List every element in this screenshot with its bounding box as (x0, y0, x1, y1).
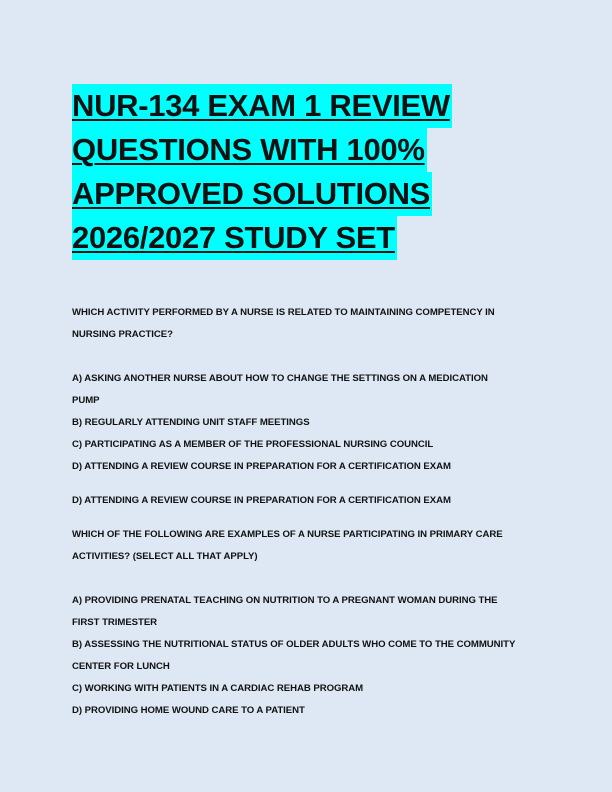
question-text-line: NURSING PRACTICE? (72, 329, 173, 340)
question-text-line: WHICH ACTIVITY PERFORMED BY A NURSE IS RELATED TO MAINTAINING COMPETENCY IN (72, 307, 495, 318)
option-line: PUMP (72, 395, 100, 406)
document-title (72, 84, 542, 260)
option-line: C) WORKING WITH PATIENTS IN A CARDIAC REHAB PROGRAM (72, 683, 364, 694)
answer-line: D) ATTENDING A REVIEW COURSE IN PREPARATION FOR A CERTIFICATION EXAM (72, 495, 451, 506)
option-line: D) PROVIDING HOME WOUND CARE TO A PATIENT (72, 705, 305, 716)
option-line: FIRST TRIMESTER (72, 617, 158, 628)
title-line: QUESTIONS WITH 100% (72, 128, 427, 172)
question-1-options (72, 368, 542, 478)
option-line: B) REGULARLY ATTENDING UNIT STAFF MEETINGS (72, 417, 310, 428)
option-line: C) PARTICIPATING AS A MEMBER OF THE PROFESSIONAL NURSING COUNCIL (72, 439, 434, 450)
question-text-line: ACTIVITIES? (SELECT ALL THAT APPLY) (72, 551, 258, 562)
option-line: B) ASSESSING THE NUTRITIONAL STATUS OF OLDER ADULTS WHO COME TO THE COMMUNITY (72, 639, 516, 650)
title-line: NUR-134 EXAM 1 REVIEW (72, 84, 452, 128)
question-2-options (72, 590, 542, 722)
question-1 (72, 302, 542, 346)
title-line: APPROVED SOLUTIONS (72, 172, 432, 216)
title-line: 2026/2027 STUDY SET (72, 216, 397, 260)
question-text-line: WHICH OF THE FOLLOWING ARE EXAMPLES OF A NURSE PARTICIPATING IN PRIMARY CARE (72, 529, 503, 540)
question-1-answer (72, 490, 542, 512)
question-2 (72, 524, 542, 568)
option-line: A) PROVIDING PRENATAL TEACHING ON NUTRITION TO A PREGNANT WOMAN DURING THE (72, 595, 498, 606)
option-line: A) ASKING ANOTHER NURSE ABOUT HOW TO CHANGE THE SETTINGS ON A MEDICATION (72, 373, 488, 384)
option-line: CENTER FOR LUNCH (72, 661, 170, 672)
option-line: D) ATTENDING A REVIEW COURSE IN PREPARATION FOR A CERTIFICATION EXAM (72, 461, 451, 472)
